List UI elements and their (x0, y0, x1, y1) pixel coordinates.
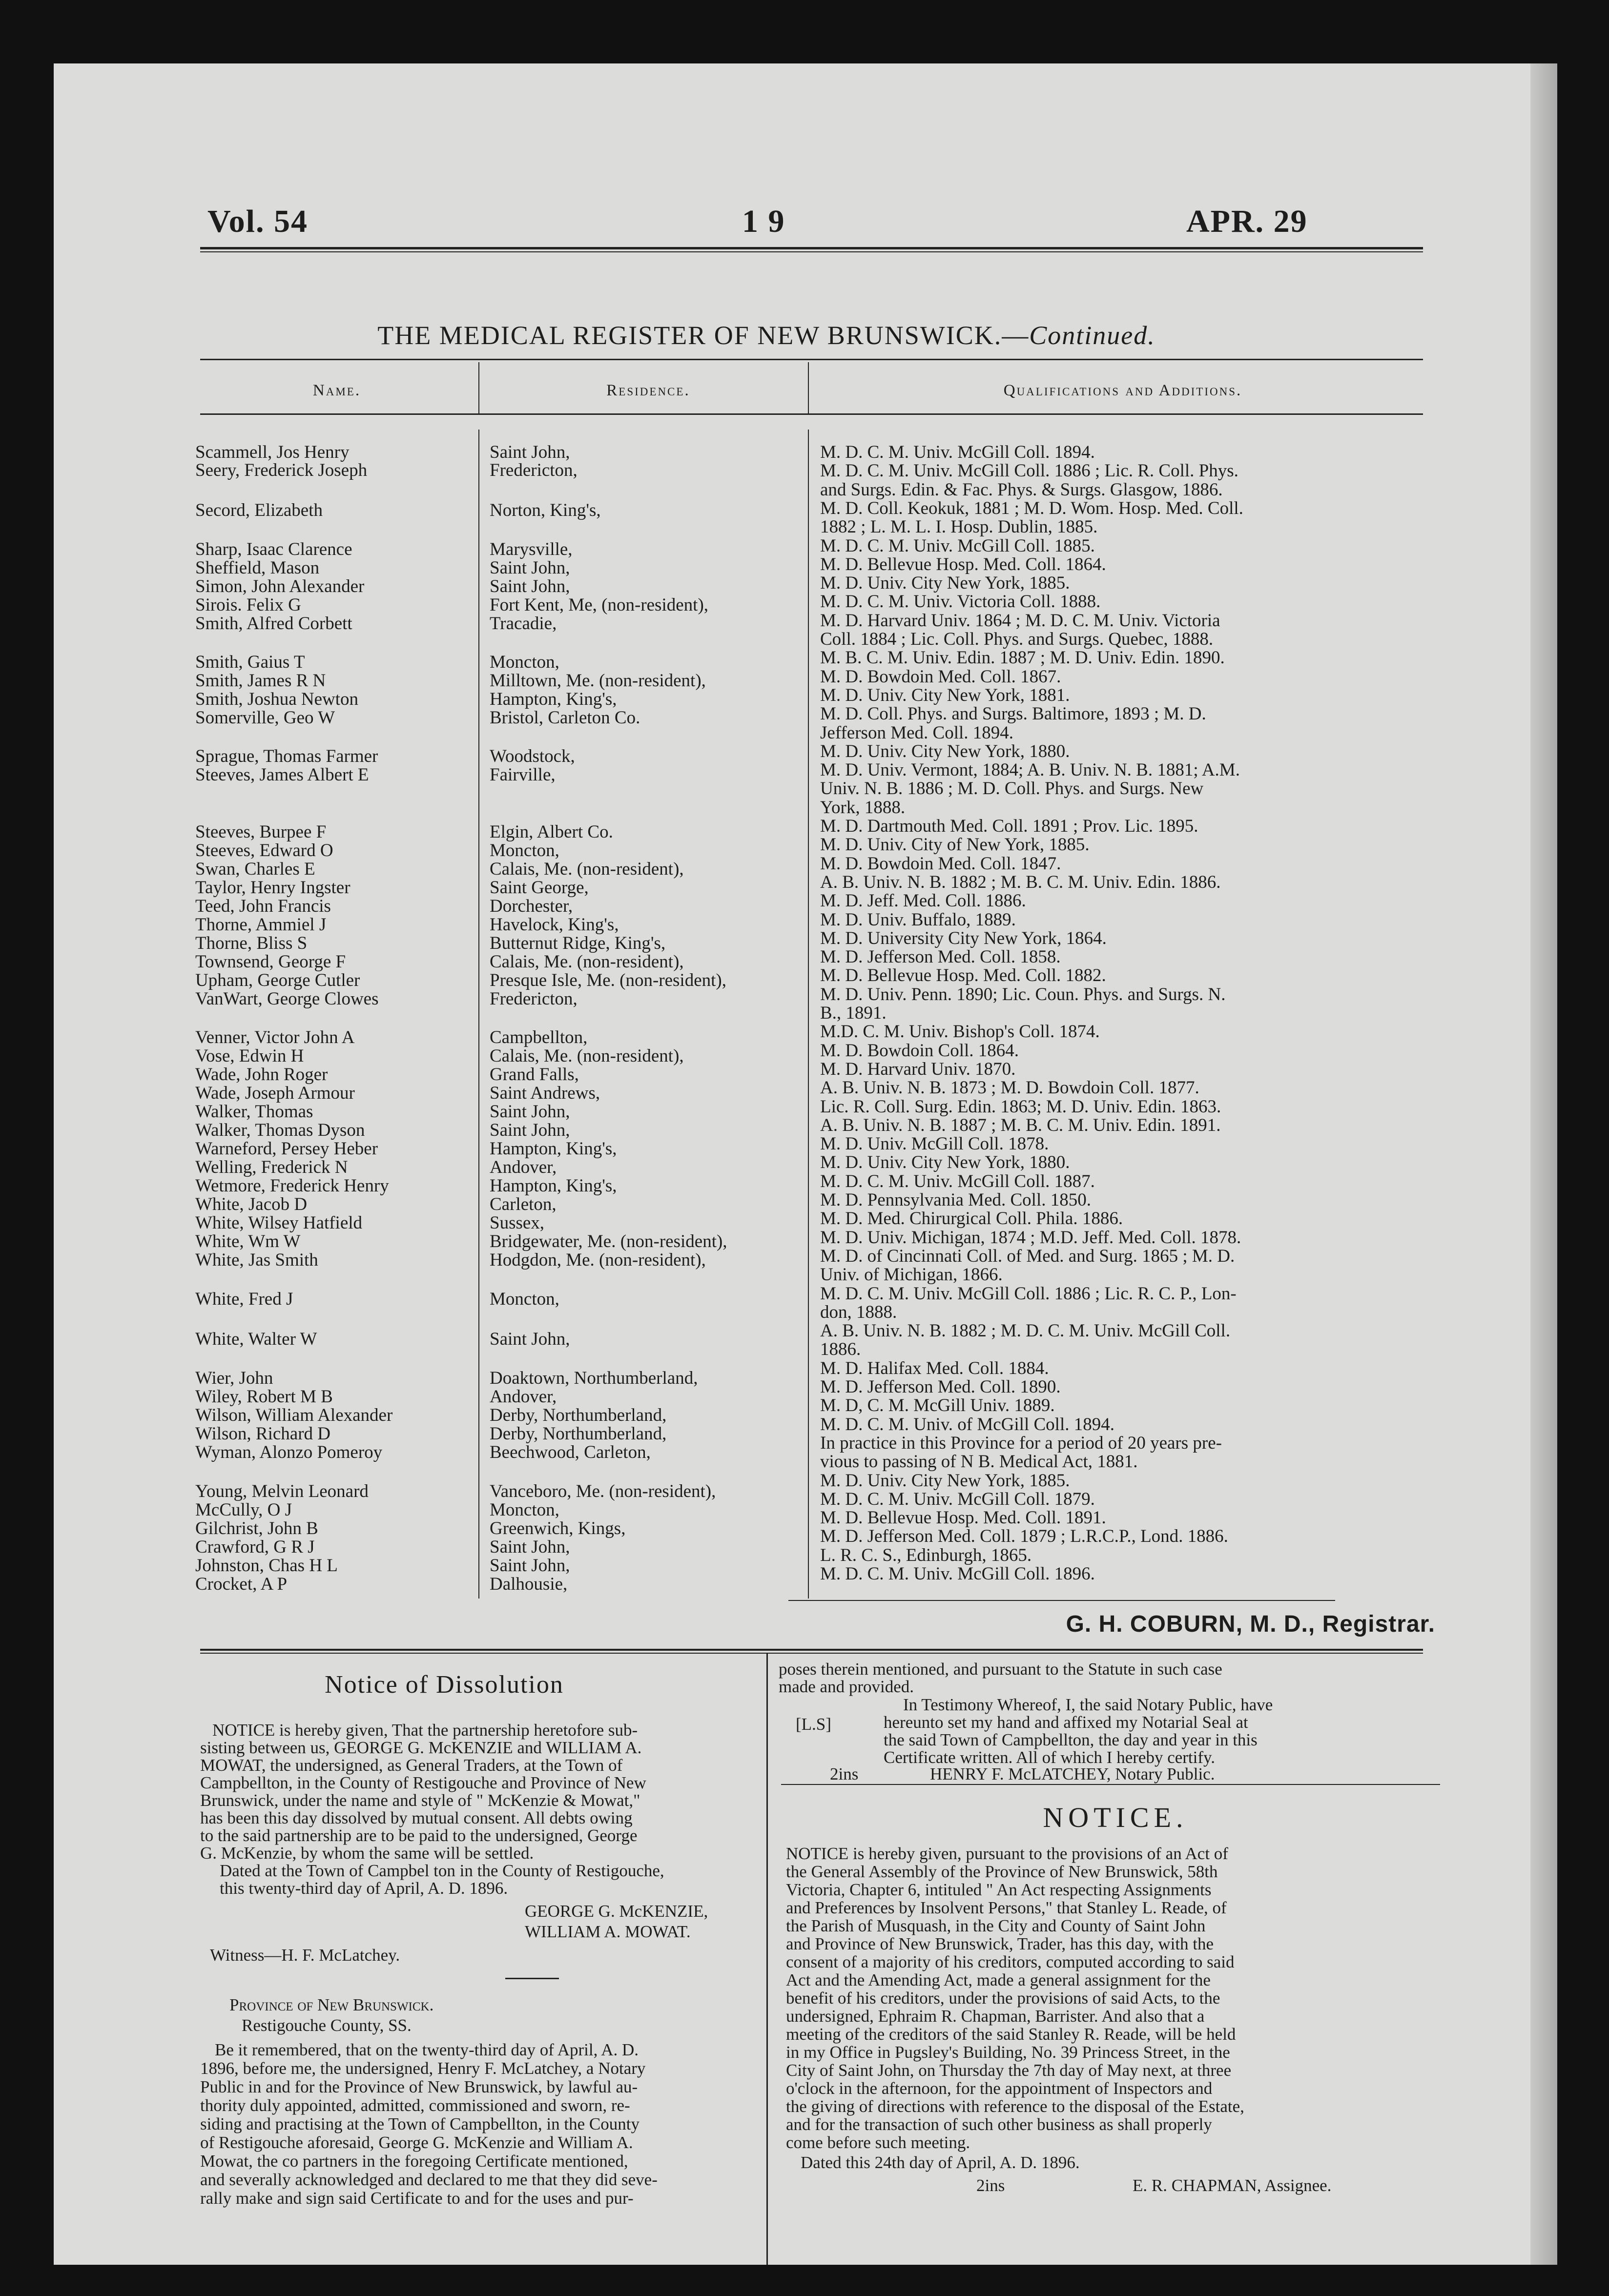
residence-entry: Saint John, (490, 576, 570, 596)
name-entry: Upham, George Cutler (195, 970, 360, 990)
name-entry: Sprague, Thomas Farmer (195, 746, 378, 766)
section-rule (200, 1649, 1423, 1651)
name-entry: White, Jas Smith (195, 1250, 318, 1270)
qualification-line: M. D. Univ. Penn. 1890; Lic. Coun. Phys. and Surgs. N. (820, 984, 1226, 1004)
residence-entry: Fredericton, (490, 989, 578, 1009)
qualification-line: Univ. N. B. 1886 ; M. D. Coll. Phys. and Surgs. New (820, 779, 1204, 799)
testimony-line: In Testimony Whereof, I, the said Notary Public, have (903, 1695, 1273, 1714)
qualification-line: A. B. Univ. N. B. 1882 ; M. B. C. M. Univ. Edin. 1886. (820, 872, 1221, 892)
name-entry: Thorne, Ammiel J (195, 915, 327, 935)
residence-entry: Bristol, Carleton Co. (490, 708, 640, 728)
notice-line: Victoria, Chapter 6, intituled " An Act respecting Assignments (786, 1880, 1212, 1899)
qualification-line: M. D. C. M. Univ. McGill Coll. 1886 ; Lic. R. C. P., Lon- (820, 1283, 1237, 1304)
name-entry: Somerville, Geo W (195, 708, 335, 728)
name-entry: Taylor, Henry Ingster (195, 878, 351, 898)
testimony-line: hereunto set my hand and affixed my Notarial Seal at (884, 1713, 1248, 1732)
qualification-line: Lic. R. Coll. Surg. Edin. 1863; M. D. Univ. Edin. 1863. (820, 1096, 1221, 1117)
residence-entry: Saint George, (490, 878, 589, 898)
notice-line: consent of a majority of his creditors, computed according to said (786, 1952, 1235, 1971)
notice-title: NOTICE. (1043, 1802, 1188, 1833)
qualification-line: M. D. Dartmouth Med. Coll. 1891 ; Prov. Lic. 1895. (820, 816, 1198, 836)
residence-entry: Fredericton, (490, 460, 578, 480)
witness-line: Witness—H. F. McLatchey. (210, 1946, 400, 1965)
qualification-line: M. D. Bellevue Hosp. Med. Coll. 1882. (820, 965, 1106, 986)
qualification-line: M. D. C. M. Univ. McGill Coll. 1887. (820, 1171, 1095, 1191)
qualification-line: M. D. Jefferson Med. Coll. 1858. (820, 947, 1061, 967)
issue-date: APR. 29 (1186, 204, 1308, 239)
name-entry: White, Fred J (195, 1289, 293, 1309)
qualification-line: M. D. of Cincinnati Coll. of Med. and Surg. 1865 ; M. D. (820, 1246, 1235, 1266)
name-entry: Venner, Victor John A (195, 1027, 355, 1047)
residence-entry: Elgin, Albert Co. (490, 822, 613, 842)
name-entry: Sirois. Felix G (195, 595, 301, 615)
certificate-line: rally make and sign said Certificate to and for the uses and pur- (200, 2189, 634, 2208)
residence-entry: Moncton, (490, 1289, 559, 1309)
register-title (54, 320, 1479, 350)
residence-entry: Beechwood, Carleton, (490, 1442, 651, 1462)
qualification-line: M. D. Univ. City New York, 1885. (820, 1470, 1070, 1491)
dissolution-title: Notice of Dissolution (325, 1671, 564, 1699)
table-header-rule (200, 413, 1423, 415)
notice-line: NOTICE is hereby given, pursuant to the provisions of an Act of (786, 1844, 1228, 1863)
name-entry: Simon, John Alexander (195, 576, 365, 596)
name-entry: Smith, Joshua Newton (195, 689, 359, 709)
certificate-line: 1896, before me, the undersigned, Henry F. McLatchey, a Notary (200, 2059, 646, 2078)
name-entry: Crawford, G R J (195, 1537, 315, 1557)
name-entry: Crocket, A P (195, 1574, 288, 1594)
column-divider (766, 1653, 768, 2265)
residence-entry: Vanceboro, Me. (non-resident), (490, 1481, 716, 1501)
dissolution-line: this twenty-third day of April, A. D. 1896. (220, 1879, 508, 1898)
signer-mckenzie: GEORGE G. McKENZIE, (525, 1902, 708, 1921)
header-rule (200, 247, 1423, 249)
qualification-line: M. D. Coll. Keokuk, 1881 ; M. D. Wom. Hosp. Med. Coll. (820, 498, 1243, 518)
name-entry: Steeves, Edward O (195, 840, 333, 861)
registrar-rule (788, 1600, 1335, 1601)
insertion-mark: 2ins (830, 1764, 859, 1784)
qualification-line: M. D. C. M. Univ. McGill Coll. 1894. (820, 442, 1095, 462)
signer-mowat: WILLIAM A. MOWAT. (525, 1922, 691, 1941)
name-entry: Johnston, Chas H L (195, 1556, 338, 1576)
notice-line: the General Assembly of the Province of New Brunswick, 58th (786, 1862, 1218, 1881)
residence-entry: Butternut Ridge, King's, (490, 933, 666, 953)
name-entry: White, Wilsey Hatfield (195, 1213, 363, 1233)
qualification-line: M. D. Bowdoin Coll. 1864. (820, 1040, 1019, 1061)
qualification-line: M. D. Univ. McGill Coll. 1878. (820, 1134, 1049, 1154)
qualification-line: vious to passing of N B. Medical Act, 1881. (820, 1452, 1138, 1472)
qualification-line: don, 1888. (820, 1302, 897, 1322)
residence-entry: Greenwich, Kings, (490, 1518, 626, 1538)
qualification-line: M. D, C. M. McGill Univ. 1889. (820, 1395, 1055, 1416)
residence-entry: Moncton, (490, 840, 559, 861)
dissolution-line: has been this day dissolved by mutual consent. All debts owing (200, 1808, 633, 1827)
certificate-line: thority duly appointed, admitted, commissioned and sworn, re- (200, 2096, 630, 2115)
certificate-line: Mowat, the co partners in the foregoing Certificate mentioned, (200, 2152, 628, 2171)
column-divider (478, 430, 479, 1599)
notice-line: benefit of his creditors, under the provisions of said Acts, to the (786, 1988, 1220, 2008)
residence-entry: Saint Andrews, (490, 1083, 600, 1103)
qualification-line: M.D. C. M. Univ. Bishop's Coll. 1874. (820, 1022, 1100, 1042)
notice-line: and Preferences by Insolvent Persons," that Stanley L. Reade, of (786, 1898, 1227, 1917)
name-entry: Scammell, Jos Henry (195, 442, 350, 462)
residence-entry: Doaktown, Northumberland, (490, 1368, 698, 1388)
notice-line: o'clock in the afternoon, for the appointment of Inspectors and (786, 2079, 1213, 2098)
seal-mark: [L.S] (796, 1715, 831, 1734)
residence-entry: Calais, Me. (non-resident), (490, 1046, 684, 1066)
qualification-line: Coll. 1884 ; Lic. Coll. Phys. and Surgs. Quebec, 1888. (820, 629, 1214, 649)
residence-entry: Saint John, (490, 1537, 570, 1557)
residence-entry: Campbellton, (490, 1027, 588, 1047)
dissolution-line: Brunswick, under the name and style of " McKenzie & Mowat," (200, 1791, 640, 1810)
notice-line: Act and the Amending Act, made a general assignment for the (786, 1970, 1211, 1989)
notice-line: City of Saint John, on Thursday the 7th day of May next, at three (786, 2061, 1232, 2080)
qualification-line: M. D. Bellevue Hosp. Med. Coll. 1864. (820, 554, 1106, 574)
qualification-line: In practice in this Province for a period of 20 years pre- (820, 1433, 1222, 1453)
dissolution-line: sisting between us, GEORGE G. McKENZIE and WILLIAM A. (200, 1738, 642, 1757)
residence-entry: Hampton, King's, (490, 1139, 617, 1159)
notice-line: come before such meeting. (786, 2133, 970, 2152)
notice-line: the giving of directions with reference to the disposal of the Estate, (786, 2097, 1244, 2116)
qualification-line: B., 1891. (820, 1003, 887, 1023)
qualification-line: M. D. C. M. Univ. McGill Coll. 1885. (820, 535, 1095, 556)
qualification-line: M. D. Univ. City New York, 1880. (820, 741, 1070, 761)
dissolution-line: MOWAT, the undersigned, as General Traders, at the Town of (200, 1756, 623, 1775)
certificate-continued-line: poses therein mentioned, and pursuant to the Statute in such case (779, 1660, 1222, 1679)
name-entry: Wyman, Alonzo Pomeroy (195, 1442, 383, 1462)
qualification-line: M. D. C. M. Univ. Victoria Coll. 1888. (820, 592, 1101, 612)
column-header-qualifications: Qualifications and Additions. (1003, 382, 1242, 399)
qualification-line: M. D. Jeff. Med. Coll. 1886. (820, 891, 1026, 911)
register-title-suffix: Continued. (1029, 321, 1155, 350)
residence-entry: Derby, Northumberland, (490, 1405, 667, 1425)
qualification-line: York, 1888. (820, 797, 906, 818)
name-entry: Warneford, Persey Heber (195, 1139, 378, 1159)
residence-entry: Bridgewater, Me. (non-resident), (490, 1231, 727, 1251)
notice-line: the Parish of Musquash, in the City and County of Saint John (786, 1916, 1206, 1935)
qualification-line: M. D. Univ. City New York, 1881. (820, 685, 1070, 705)
notary-signature: HENRY F. McLATCHEY, Notary Public. (930, 1764, 1215, 1784)
residence-entry: Andover, (490, 1157, 557, 1177)
qualification-line: M. D. Univ. Buffalo, 1889. (820, 909, 1016, 930)
qualification-line: Jefferson Med. Coll. 1894. (820, 722, 1013, 743)
name-entry: Sheffield, Mason (195, 558, 320, 578)
name-entry: Swan, Charles E (195, 859, 315, 879)
residence-entry: Andover, (490, 1387, 557, 1407)
qualification-line: A. B. Univ. N. B. 1887 ; M. B. C. M. Univ. Edin. 1891. (820, 1115, 1221, 1135)
qualification-line: M. D. University City New York, 1864. (820, 928, 1107, 948)
notice-line: undersigned, Ephraim R. Chapman, Barrister. And also that a (786, 2007, 1205, 2026)
name-entry: Steeves, James Albert E (195, 765, 369, 785)
certificate-continued-line: made and provided. (779, 1677, 914, 1696)
column-divider (808, 362, 809, 413)
notice-date: Dated this 24th day of April, A. D. 1896. (801, 2153, 1080, 2172)
residence-entry: Dorchester, (490, 896, 573, 916)
header-rule-thin (200, 251, 1423, 252)
notice-line: and Province of New Brunswick, Trader, has this day, with the (786, 1934, 1214, 1953)
qualification-line: M. D. Halifax Med. Coll. 1884. (820, 1358, 1049, 1378)
residence-entry: Calais, Me. (non-resident), (490, 859, 684, 879)
name-entry: Smith, James R N (195, 671, 326, 691)
name-entry: McCully, O J (195, 1500, 292, 1520)
column-divider (478, 362, 479, 413)
certificate-line: and severally acknowledged and declared to me that they did seve- (200, 2170, 658, 2189)
dissolution-line: Campbellton, in the County of Restigouche and Province of New (200, 1773, 646, 1792)
qualification-line: M. D. Univ. Michigan, 1874 ; M.D. Jeff. Med. Coll. 1878. (820, 1227, 1241, 1248)
volume-label: Vol. 54 (207, 204, 308, 239)
residence-entry: Grand Falls, (490, 1065, 579, 1085)
qualification-line: M. D. Bellevue Hosp. Med. Coll. 1891. (820, 1508, 1106, 1528)
name-entry: Walker, Thomas (195, 1102, 313, 1122)
page-edge (1530, 63, 1557, 2265)
county-heading: Restigouche County, SS. (242, 2016, 412, 2035)
name-entry: Smith, Alfred Corbett (195, 614, 352, 634)
column-divider (808, 430, 809, 1599)
qualification-line: M. D. Jefferson Med. Coll. 1890. (820, 1377, 1061, 1397)
dissolution-divider (505, 1978, 559, 1979)
qualification-line: M. D. Univ. City New York, 1885. (820, 573, 1070, 594)
name-entry: Steeves, Burpee F (195, 822, 327, 842)
qualification-line: M. B. C. M. Univ. Edin. 1887 ; M. D. Univ. Edin. 1890. (820, 648, 1225, 668)
dissolution-line: NOTICE is hereby given, That the partnership heretofore sub- (212, 1721, 638, 1740)
name-entry: Walker, Thomas Dyson (195, 1120, 365, 1140)
name-entry: Welling, Frederick N (195, 1157, 348, 1177)
qualification-line: L. R. C. S., Edinburgh, 1865. (820, 1545, 1032, 1565)
name-entry: Wetmore, Frederick Henry (195, 1176, 389, 1196)
name-entry: Smith, Gaius T (195, 652, 305, 672)
qualification-line: M. D. Bowdoin Med. Coll. 1847. (820, 853, 1061, 874)
name-entry: Young, Melvin Leonard (195, 1481, 369, 1501)
residence-entry: Hampton, King's, (490, 1176, 617, 1196)
name-entry: Wilson, William Alexander (195, 1405, 393, 1425)
column-header-residence: Residence. (606, 382, 690, 399)
name-entry: Wier, John (195, 1368, 273, 1388)
residence-entry: Marysville, (490, 539, 573, 559)
column-header-name: Name. (312, 382, 361, 399)
qualification-line: M. D. Univ. City New York, 1880. (820, 1152, 1070, 1173)
residence-entry: Fort Kent, Me, (non-resident), (490, 595, 709, 615)
residence-entry: Sussex, (490, 1213, 545, 1233)
residence-entry: Presque Isle, Me. (non-resident), (490, 970, 726, 990)
notice-insertion-mark: 2ins (976, 2176, 1005, 2195)
name-entry: Seery, Frederick Joseph (195, 460, 368, 480)
residence-entry: Saint John, (490, 1556, 570, 1576)
residence-entry: Hampton, King's, (490, 689, 617, 709)
qualification-line: M. D. Med. Chirurgical Coll. Phila. 1886. (820, 1209, 1123, 1229)
name-entry: White, Jacob D (195, 1194, 308, 1214)
certificate-line: of Restigouche aforesaid, George G. McKenzie and William A. (200, 2133, 633, 2152)
qualification-line: 1886. (820, 1339, 861, 1360)
name-entry: Sharp, Isaac Clarence (195, 539, 352, 559)
name-entry: Wade, Joseph Armour (195, 1083, 355, 1103)
table-top-rule (200, 359, 1423, 360)
residence-entry: Woodstock, (490, 746, 575, 766)
residence-entry: Derby, Northumberland, (490, 1424, 667, 1444)
residence-entry: Saint John, (490, 1120, 570, 1140)
residence-entry: Saint John, (490, 1329, 570, 1349)
qualification-line: M. D. C. M. Univ. McGill Coll. 1896. (820, 1564, 1095, 1584)
residence-entry: Moncton, (490, 652, 559, 672)
name-entry: White, Walter W (195, 1329, 317, 1349)
certificate-line: siding and practising at the Town of Campbellton, in the County (200, 2114, 639, 2133)
residence-entry: Milltown, Me. (non-resident), (490, 671, 706, 691)
name-entry: Vose, Edwin H (195, 1046, 304, 1066)
qualification-line: M. D. Pennsylvania Med. Coll. 1850. (820, 1190, 1091, 1210)
residence-entry: Calais, Me. (non-resident), (490, 952, 684, 972)
name-entry: Wilson, Richard D (195, 1424, 330, 1444)
qualification-line: M. D. C. M. Univ. of McGill Coll. 1894. (820, 1414, 1114, 1435)
qualification-line: M. D. Harvard Univ. 1870. (820, 1059, 1016, 1079)
dissolution-line: Dated at the Town of Campbel ton in the County of Restigouche, (220, 1861, 664, 1880)
page-number: 1 9 (742, 204, 785, 239)
qualification-line: M. D. C. M. Univ. McGill Coll. 1886 ; Lic. R. Coll. Phys. (820, 461, 1238, 481)
qualification-line: 1882 ; L. M. L. I. Hosp. Dublin, 1885. (820, 517, 1098, 537)
residence-entry: Havelock, King's, (490, 915, 619, 935)
name-entry: Teed, John Francis (195, 896, 331, 916)
notice-line: in my Office in Pugsley's Building, No. 39 Princess Street, in the (786, 2043, 1230, 2062)
notice-line: and for the transaction of such other business as shall properly (786, 2115, 1212, 2134)
notice-top-rule (781, 1784, 1440, 1785)
register-title-main: THE MEDICAL REGISTER OF NEW BRUNSWICK.— (377, 321, 1030, 350)
certificate-line: Public in and for the Province of New Brunswick, by lawful au- (200, 2077, 638, 2096)
qualification-line: M. D. Univ. City of New York, 1885. (820, 835, 1090, 855)
qualification-line: M. D. Jefferson Med. Coll. 1879 ; L.R.C.P., Lond. 1886. (820, 1526, 1228, 1547)
name-entry: Wiley, Robert M B (195, 1387, 333, 1407)
residence-entry: Tracadie, (490, 614, 557, 634)
residence-entry: Norton, King's, (490, 500, 601, 520)
qualification-line: Univ. of Michigan, 1866. (820, 1265, 1003, 1285)
qualification-line: M. D. C. M. Univ. McGill Coll. 1879. (820, 1489, 1095, 1509)
residence-entry: Hodgdon, Me. (non-resident), (490, 1250, 706, 1270)
registrar-signature: G. H. COBURN, M. D., Registrar. (1066, 1611, 1435, 1637)
qualification-line: A. B. Univ. N. B. 1882 ; M. D. C. M. Univ. McGill Coll. (820, 1321, 1231, 1341)
province-heading: Province of New Brunswick. (229, 1995, 434, 2014)
residence-entry: Saint John, (490, 558, 570, 578)
qualification-line: M. D. Harvard Univ. 1864 ; M. D. C. M. Univ. Victoria (820, 610, 1220, 631)
residence-entry: Dalhousie, (490, 1574, 568, 1594)
qualification-line: and Surgs. Edin. & Fac. Phys. & Surgs. Glasgow, 1886. (820, 479, 1223, 500)
name-entry: Townsend, George F (195, 952, 346, 972)
section-rule-thin (200, 1653, 1423, 1654)
residence-entry: Fairville, (490, 765, 556, 785)
certificate-line: Be it remembered, that on the twenty-third day of April, A. D. (215, 2040, 639, 2059)
residence-entry: Saint John, (490, 1102, 570, 1122)
qualification-line: M. D. Univ. Vermont, 1884; A. B. Univ. N. B. 1881; A.M. (820, 760, 1240, 780)
qualification-line: M. D. Coll. Phys. and Surgs. Baltimore, 1893 ; M. D. (820, 704, 1206, 724)
name-entry: VanWart, George Clowes (195, 989, 379, 1009)
testimony-line: the said Town of Campbellton, the day and year in this (884, 1730, 1258, 1749)
name-entry: Thorne, Bliss S (195, 933, 308, 953)
gazette-page (54, 63, 1557, 2265)
name-entry: White, Wm W (195, 1231, 301, 1251)
qualification-line: A. B. Univ. N. B. 1873 ; M. D. Bowdoin Coll. 1877. (820, 1078, 1199, 1098)
notice-line: meeting of the creditors of the said Stanley R. Reade, will be held (786, 2025, 1236, 2044)
assignee-signature: E. R. CHAPMAN, Assignee. (1133, 2176, 1332, 2195)
residence-entry: Carleton, (490, 1194, 557, 1214)
qualification-line: M. D. Bowdoin Med. Coll. 1867. (820, 666, 1061, 687)
dissolution-line: G. McKenzie, by whom the same will be settled. (200, 1844, 534, 1863)
testimony-line: Certificate written. All of which I hereby certify. (884, 1748, 1215, 1767)
residence-entry: Moncton, (490, 1500, 559, 1520)
name-entry: Gilchrist, John B (195, 1518, 318, 1538)
name-entry: Secord, Elizabeth (195, 500, 323, 520)
residence-entry: Saint John, (490, 442, 570, 462)
name-entry: Wade, John Roger (195, 1065, 328, 1085)
dissolution-line: to the said partnership are to be paid to the undersigned, George (200, 1826, 638, 1845)
